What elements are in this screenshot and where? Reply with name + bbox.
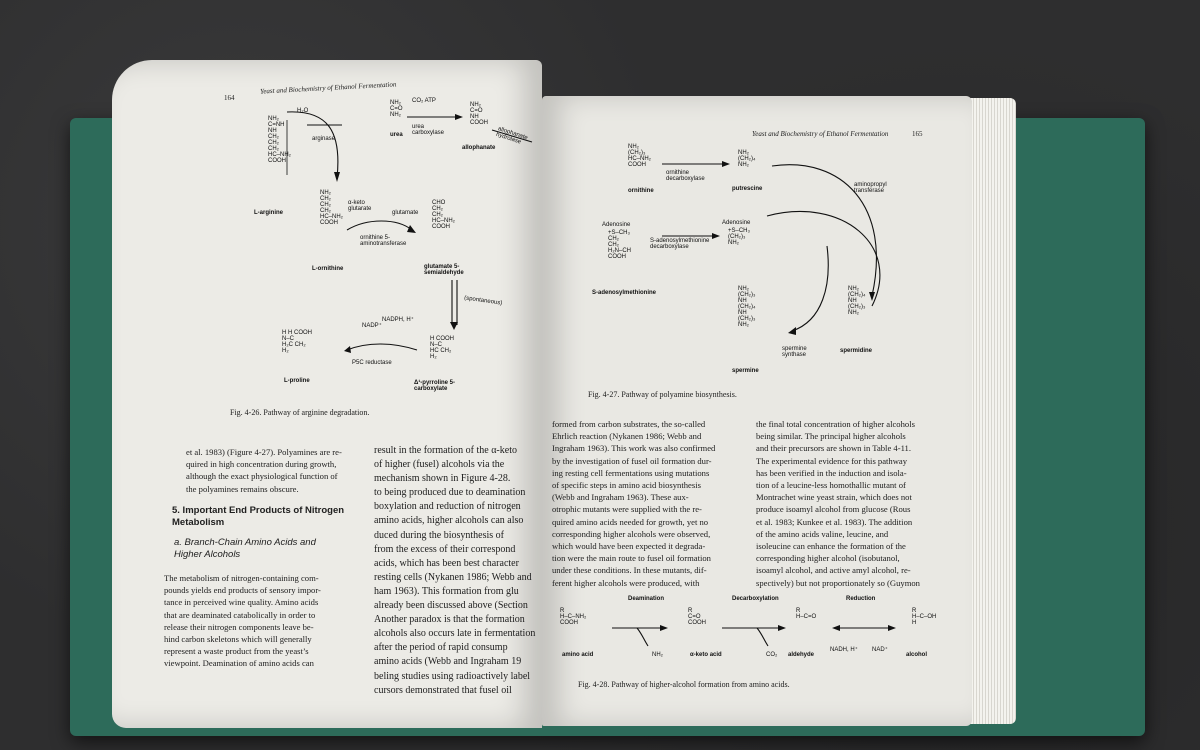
left-page: 164 Yeast and Biochemistry of Ethanol Fermentation NH₂ C=NH NH CH₂ CH₂ CH₂ HC–NH₂ COOH L-arginine H₂O arginase NH₂ C=O NH₂ urea CO₂ ATP urea carboxylase NH₂ C=O NH COOH allophanate allophanate hydrolase NH₂ CH₂ CH₂ CH₂ HC–NH₂ COOH L-ornithine α-keto glutarate glutamate ornithine 5-aminotransferase CHO CH₂ CH₂ HC–NH₂ COOH glutamate 5-semialdehyde (spontaneous) NADP⁺ NADPH, H⁺ P5C reductase H H COOH N–C H₂C CH₂ H₂ L-proline H COOH N–C HC CH₂ H₂ Δ¹-pyrroline 5-carboxylate Fig. 4-26. Pathway of arginine degradation. et al. 1983) (Figure 4-27). Polyamines are re- quired in high concentration during growth, although the exact physiological function of the polyamines remains obscure. 5. Important End Products of Nitrogen Metabolism a. Branch-Chain Amino Acids and Higher Alcohols The metabolism of nitrogen-containing com- pounds yields end products of sensory impor- tance in perceived wine quality. Amino acids that are deaminated catabolically in order to release their nitrogen components leave be- hind carbon skeletons which will generally represent a waste product from the yeast’s viewpoint. Deamination of amino acids can result in the formation of the α-keto of higher (fusel) alcohols via the mechanism shown in Figure 4-28. to being produced due to deamination boxylation and reduction of nitrogen amino acids, higher alcohols can also duced during the biosynthesis of from the excess of their correspond acids, which has been best character resting cells (Nykanen 1986; Webb and ham 1963). This formation from glu already been discussed above (Section Another paradox is that the formation alcohols also occurs late in fermentation after the period of rapid consump amino acids (Webb and Ingraham 19 beling studies using radioactively label cursors demonstrated that fusel oil [112, 60, 542, 728]
co2-atp-label: CO₂ ATP [412, 98, 436, 104]
sam-decarboxylase-label: S-adenosylmethionine decarboxylase [650, 238, 710, 250]
spermidine-label: spermidine [840, 348, 873, 354]
alpha-keto-glutarate-label: α-keto glutarate [348, 200, 372, 212]
byproduct-nadh: NADH, H⁺ [830, 647, 858, 653]
ornithine-decarboxylase-label: ornithine decarboxylase [666, 170, 705, 182]
adenosine-label-2: Adenosine [722, 220, 751, 226]
polyamine-pathway-diagram [542, 96, 972, 396]
figure-4-28-caption: Fig. 4-28. Pathway of higher-alcohol formation from amino acids. [578, 680, 790, 689]
higher-alcohol-pathway-diagram [542, 594, 972, 674]
ornithine-label: ornithine [628, 188, 654, 194]
compound-aldehyde: aldehyde [788, 652, 815, 658]
compound-amino-acid: amino acid [562, 652, 594, 658]
figure-4-27-caption: Fig. 4-27. Pathway of polyamine biosynthesis. [588, 390, 737, 399]
urea-carboxylase-label: urea carboxylase [412, 124, 445, 136]
spermine-synthase-label: spermine synthase [782, 346, 807, 358]
spermine-label: spermine [732, 368, 759, 374]
byproduct-nad: NAD⁺ [872, 647, 888, 653]
arginase-label: arginase [312, 136, 336, 142]
pyrroline-carboxylate-label: Δ¹-pyrroline 5-carboxylate [414, 380, 455, 392]
h2o-label: H₂O [297, 108, 309, 114]
spontaneous-label: (spontaneous) [463, 295, 503, 307]
byproduct-nh2: NH₂ [652, 652, 663, 658]
adenosine-label-1: Adenosine [602, 222, 631, 228]
right-page-number: 165 [912, 130, 923, 138]
compound-alpha-keto-acid: α-keto acid [690, 652, 722, 658]
right-running-head: Yeast and Biochemistry of Ethanol Fermentation [752, 130, 889, 138]
urea-label: urea [390, 132, 403, 138]
right-col1-text: formed from carbon substrates, the so-called Ehrlich reaction (Nykanen 1986; Webb and Ingraham 1963). This work was also confirmed by the investigation of fusel oil formation dur- ing resting cell fermentations using mutations of specific steps in amino acid biosynthesis (Webb and Ingraham 1963). These aux- otrophic mutants were supplied with the re- quired amino acids needed for growth, yet no corresponding higher alcohols were observed, which would have been expected it degrada- tion were the main route to fusel oil formation under these conditions. In these mutants, dif- ferent higher alcohols were produced, with [552, 419, 716, 588]
step-decarboxylation: Decarboxylation [732, 596, 779, 602]
step-reduction: Reduction [846, 596, 876, 602]
step-deamination: Deamination [628, 596, 665, 602]
glutamate-label: glutamate [392, 210, 419, 216]
allophanate-hydrolase-label: allophanate hydrolase [495, 126, 529, 146]
figure-4-26-caption: Fig. 4-26. Pathway of arginine degradation. [230, 408, 370, 417]
left-running-head: Yeast and Biochemistry of Ethanol Fermentation [259, 80, 397, 96]
glutamate-semialdehyde-label: glutamate 5-semialdehyde [424, 264, 464, 276]
ornithine-aminotransferase-label: ornithine 5-aminotransferase [360, 235, 407, 247]
right-col2-text: the final total concentration of higher alcohols being similar. The principal higher alcohols and their precursors are shown in Table 4-11. The experimental evidence for this pathway has been verified in the induction and isola- tion of a leucine-less homothallic mutant of Montrachet wine yeast strain, which does not produce isoamyl alcohol from glucose (Rous et al. 1983; Kunkee et al. 1983). The addition of the amino acids valine, leucine, and isoleucine can enhance the formation of the corresponding higher alcohol (isobutanol, isoamyl alcohol, and active amyl alcohol, re- spectively) but not proportionately so (Guymon [756, 419, 920, 588]
left-col1-text-top: et al. 1983) (Figure 4-27). Polyamines are re- quired in high concentration during growth, although the exact physiological function of the polyamines remains obscure. [186, 447, 342, 494]
l-proline-label: L-proline [284, 378, 310, 384]
nadp-label: NADP⁺ [362, 323, 382, 329]
l-arginine-label: L-arginine [254, 210, 284, 216]
nadph-label: NADPH, H⁺ [382, 317, 414, 323]
l-ornithine-label: L-ornithine [312, 266, 344, 272]
subsection-heading: a. Branch-Chain Amino Acids and Higher Alcohols [174, 537, 316, 560]
left-col1-text-bottom: The metabolism of nitrogen-containing com- pounds yields end products of sensory impor- tance in perceived wine quality. Amino acids that are deaminated catabolically in order to release their nitrogen components leave be- hind carbon skeletons which will generally represent a waste product from the yeast’s viewpoint. Deamination of amino acids can [164, 573, 321, 669]
allophanate-label: allophanate [462, 145, 496, 151]
left-page-number: 164 [224, 94, 235, 102]
left-col2-text: result in the formation of the α-keto of higher (fusel) alcohols via the mechanism shown in Figure 4-28. to being produced due to deamination boxylation and reduction of nitrogen amino acids, higher alcohols can also duced during the biosynthesis of from the excess of their correspond acids, which has been best character resting cells (Nykanen 1986; Webb and ham 1963). This formation from glu already been discussed above (Section Another paradox is that the formation alcohols also occurs late in fermentation after the period of rapid consump amino acids (Webb and Ingraham 19 beling studies using radioactively label cursors demonstrated that fusel oil [374, 445, 536, 696]
p5c-reductase-label: P5C reductase [352, 360, 392, 366]
section-heading: 5. Important End Products of Nitrogen Metabolism [172, 505, 345, 528]
aminopropyl-transferase-label: aminopropyl transferase [854, 182, 887, 194]
right-page: Yeast and Biochemistry of Ethanol Fermentation 165 NH₂ (CH₂)₃ HC–NH₂ COOH ornithine ornithine decarboxylase NH₂ (CH₂)₄ NH₂ putrescine aminopropyl transferase Adenosine +S–CH₃ CH₂ CH₂ H₂N–CH COOH S-adenosylmethionine S-adenosylmethionine decarboxylase Adenosine +S–CH₃ (CH₂)₃ NH₂ NH₂ (CH₂)₃ NH (CH₂)₄ NH (CH₂)₃ NH₂ spermine spermine synthase NH₂ (CH₂)₄ NH (CH₂)₃ NH₂ spermidine Fig. 4-27. Pathway of polyamine biosynthesis. formed from carbon substrates, the so-called Ehrlich reaction (Nykanen 1986; Webb and Ingraham 1963). This work was also confirmed by the investigation of fusel oil formation dur- ing resting cell fermentations using mutations of specific steps in amino acid biosynthesis (Webb and Ingraham 1963). These aux- otrophic mutants were supplied with the re- quired amino acids needed for growth, yet no corresponding higher alcohols were observed, which would have been expected it degrada- tion were the main route to fusel oil formation under these conditions. In these mutants, dif- ferent higher alcohols were produced, with the final total concentration of higher alcohols being similar. The principal higher alcohols and their precursors are shown in Table 4-11. The experimental evidence for this pathway has been verified in the induction and isola- tion of a leucine-less homothallic mutant of Montrachet wine yeast strain, which does not produce isoamyl alcohol from glucose (Rous et al. 1983; Kunkee et al. 1983). The addition of the amino acids valine, leucine, and isoleucine can enhance the formation of the corresponding higher alcohol (isobutanol, isoamyl alcohol, and active amyl alcohol, re- spectively) but not proportionately so (Guymon Deamination Decarboxylation Reduction R H–C–NH₂ COOH R C=O COOH R H–C=O R H–C–OH H amino acid α-keto acid aldehyde alcohol NH₂ CO₂ NADH, H⁺ NAD⁺ Fig. 4-28. Pathway of higher-alcohol formation from amino acids. [542, 96, 972, 726]
compound-alcohol: alcohol [906, 652, 928, 658]
page-stack-edge [968, 98, 1016, 724]
byproduct-co2: CO₂ [766, 652, 778, 658]
putrescine-label: putrescine [732, 186, 763, 192]
s-adenosylmethionine-label: S-adenosylmethionine [592, 290, 657, 296]
